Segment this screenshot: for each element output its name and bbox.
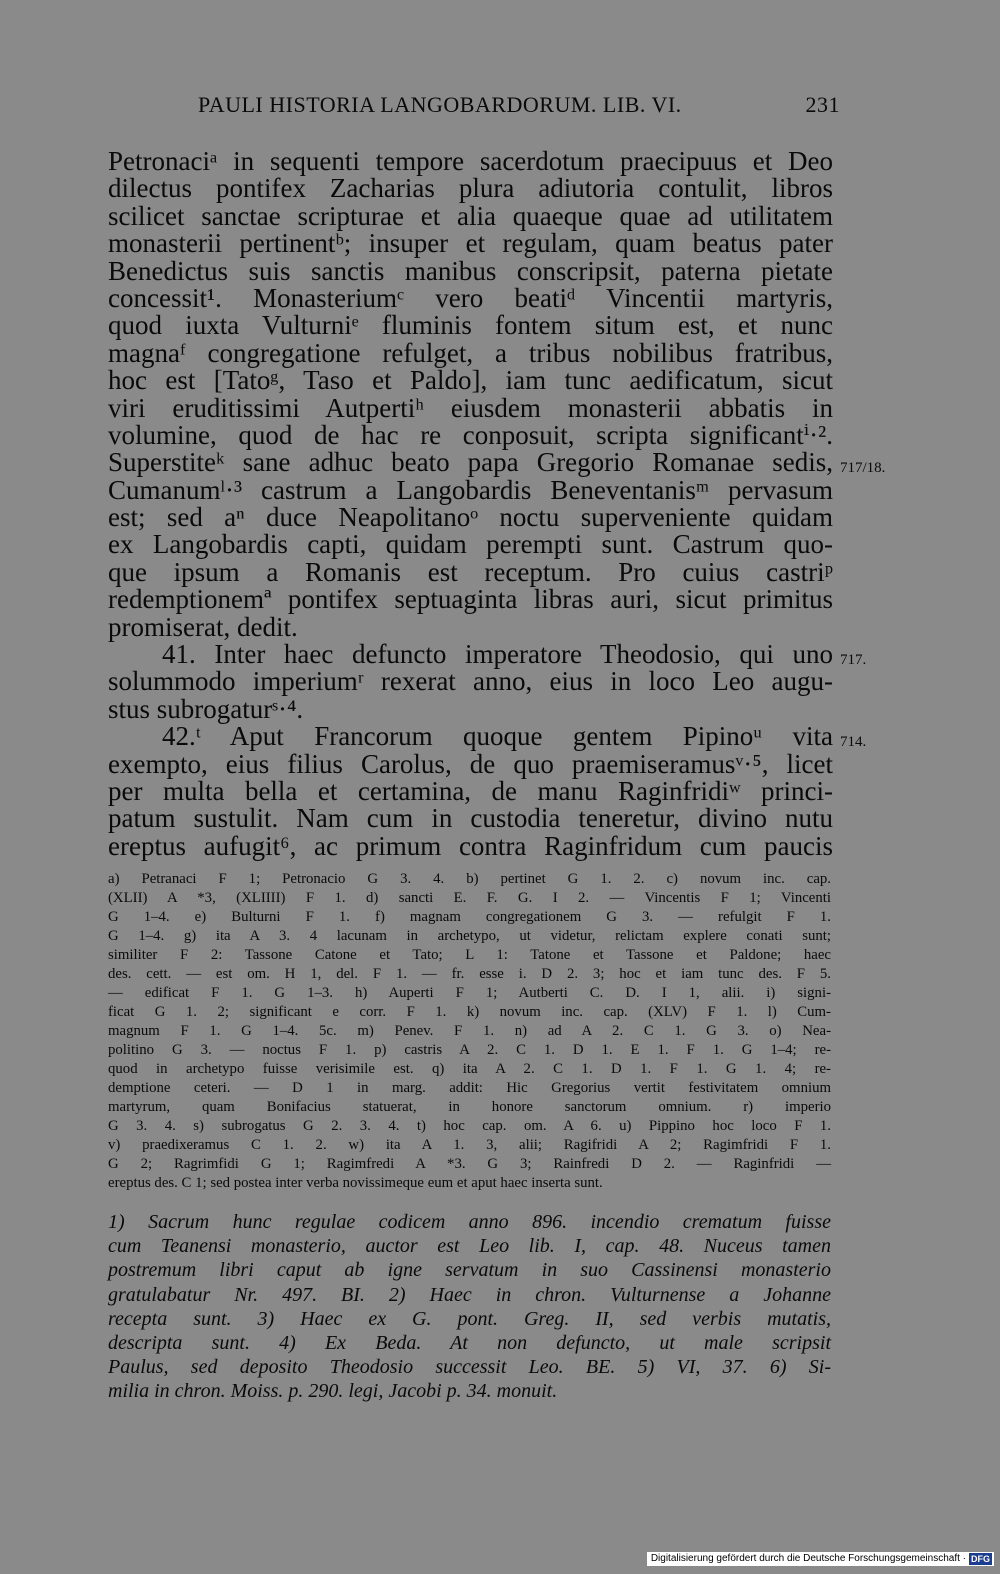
- text-line: promiserat, dedit.: [108, 611, 298, 642]
- footnote-line: milia in chron. Moiss. p. 290. legi, Jacobi p. 34. monuit.: [108, 1380, 558, 1403]
- margin-date: 714.: [840, 734, 867, 751]
- text-line: ex Langobardis capti, quidam perempti sunt. Castrum quo-: [108, 529, 833, 560]
- text-line: 42.ᵗ Aput Francorum quoque gentem Pipinoᵘ vita: [162, 721, 833, 752]
- margin-date: 717.: [840, 652, 867, 669]
- apparatus-line: — edificat F 1. G 1–3. h) Auperti F 1; Autberti C. D. I 1, alii. i) signi-: [108, 985, 831, 1001]
- text-line: patum sustulit. Nam cum in custodia teneretur, divino nutu: [108, 803, 833, 834]
- margin-date: 717/18.: [840, 460, 886, 477]
- text-line: Cumanumˡ·³ castrum a Langobardis Beneventanisᵐ pervasum: [108, 474, 833, 505]
- text-line: volumine, quod de hac re conposuit, scripta significantⁱ·².: [108, 419, 833, 450]
- footnote-line: Paulus, sed deposito Theodosio successit Leo. BE. 5) VI, 37. 6) Si-: [108, 1356, 831, 1379]
- footnote-line: gratulabatur Nr. 497. BI. 2) Haec in chron. Vulturnense a Johanne: [108, 1283, 831, 1306]
- text-line: magnaᶠ congregatione refulget, a tribus nobilibus fratribus,: [108, 337, 833, 368]
- text-line: ereptus aufugit⁶, ac primum contra Raginfridum cum paucis: [108, 830, 833, 861]
- main-text: [108, 146, 886, 861]
- apparatus-line: similiter F 2: Tassone Catone et Tato; L 1: Tatone et Tassone et Paldone; haec: [108, 947, 831, 963]
- text-line: solummodo imperiumʳ rexerat anno, eius in loco Leo augu-: [108, 666, 833, 697]
- text-line: exempto, eius filius Carolus, de quo praemiseramusᵛ·⁵, licet: [108, 748, 833, 779]
- apparatus-line: des. cett. — est om. H 1, del. F 1. — fr. esse i. D 2. 3; hoc et iam tunc des. F 5.: [108, 966, 831, 982]
- apparatus-line: ficat G 1. 2; significant e corr. F 1. k) novum inc. cap. (XLV) F 1. l) Cum-: [108, 1004, 831, 1020]
- footnote-line: recepta sunt. 3) Haec ex G. pont. Greg. II, sed verbis mutatis,: [108, 1307, 831, 1330]
- text-line: Superstiteᵏ sane adhuc beato papa Gregorio Romanae sedis,: [108, 447, 833, 478]
- text-line: Benedictus suis sanctis manibus conscripsit, paterna pietate: [108, 255, 833, 286]
- text-line: quod iuxta Vulturniᵉ fluminis fontem situm est, et nunc: [108, 310, 833, 341]
- apparatus-line: demptione ceteri. — D 1 in marg. addit: Hic Gregorius vertit festivitatem omnium: [108, 1080, 831, 1096]
- footnote-line: descripta sunt. 4) Ex Beda. At non defuncto, ut male scripsit: [108, 1331, 831, 1354]
- text-line: per multa bella et certamina, de manu Raginfridiʷ princi-: [108, 775, 833, 806]
- apparatus-line: a) Petranaci F 1; Petronacio G 3. 4. b) pertinet G 1. 2. c) novum inc. cap.: [108, 871, 831, 887]
- text-line: concessit¹. Monasteriumᶜ vero beatiᵈ Vincentii martyris,: [108, 282, 833, 313]
- text-line: dilectus pontifex Zacharias plura adiutoria contulit, libros: [108, 173, 833, 204]
- text-line-with-margin: [108, 447, 886, 478]
- text-line: scilicet sanctae scripturae et alia quaeque quae ad utilitatem: [108, 200, 833, 231]
- text-line-with-margin: [108, 721, 867, 752]
- footnote-line: postremum libri caput ab igne servatum in suo Cassinensi monasterio: [108, 1259, 831, 1282]
- apparatus-line: G 2; Ragrimfidi G 1; Ragimfredi A *3. G 3; Rainfredi D 2. — Raginfridi —: [108, 1156, 831, 1172]
- apparatus-line: G 1–4. e) Bulturni F 1. f) magnam congregationem G 3. — refulgit F 1.: [108, 909, 831, 925]
- text-line: stus subrogaturˢ·⁴.: [108, 693, 304, 724]
- apparatus-line: G 1–4. g) ita A 3. 4 lacunam in archetypo, ut videtur, relictam explere conati sunt;: [108, 928, 831, 944]
- running-title: PAULI HISTORIA LANGOBARDORUM. LIB. VI.: [198, 92, 682, 117]
- dfg-logo: DFG: [971, 1554, 990, 1564]
- text-line: monasterii pertinentᵇ; insuper et regulam, quam beatus pater: [108, 228, 833, 259]
- apparatus-line: ereptus des. C 1; sed postea inter verba novissimeque eum et aput haec inserta sunt.: [108, 1175, 603, 1191]
- text-line: hoc est [Tatoᵍ, Taso et Paldo], iam tunc aedificatum, sicut: [108, 365, 833, 396]
- apparatus-line: martyrum, quam Bonifacius statuerat, in honore sanctorum omnium. r) imperio: [108, 1099, 831, 1115]
- apparatus-line: quod in archetypo fuisse verisimile est. q) ita A 2. C 1. D 1. F 1. G 1. 4; re-: [108, 1061, 831, 1077]
- funding-text: Digitalisierung gefördert durch die Deutsche Forschungsgemeinschaft ·: [650, 1553, 966, 1564]
- apparatus-line: magnum F 1. G 1–4. 5c. m) Penev. F 1. n) ad A 2. C 1. G 3. o) Nea-: [108, 1023, 831, 1039]
- text-line-with-margin: [108, 639, 867, 670]
- text-line: que ipsum a Romanis est receptum. Pro cuius castriᵖ: [108, 556, 833, 587]
- apparatus-line: v) praedixeramus C 1. 2. w) ita A 1. 3, alii; Ragifridi A 2; Ragimfridi F 1.: [108, 1137, 831, 1153]
- apparatus-line: (XLII) A *3, (XLIIII) F 1. d) sancti E. F. G. I 2. — Vincentis F 1; Vincenti: [108, 890, 831, 906]
- apparatus-line: G 3. 4. s) subrogatus G 2. 3. 4. t) hoc cap. om. A 6. u) Pippino hoc loco F 1.: [108, 1118, 831, 1134]
- text-line: redemptionemª pontifex septuaginta libras auri, sicut primitus: [108, 584, 833, 615]
- text-line: 41. Inter haec defuncto imperatore Theodosio, qui uno: [162, 639, 833, 670]
- funding-banner: [647, 1552, 994, 1566]
- critical-apparatus: [108, 870, 831, 1193]
- text-line: viri eruditissimi Autpertiʰ eiusdem monasterii abbatis in: [108, 392, 833, 423]
- page-number: 231: [805, 92, 840, 117]
- text-line: est; sed aⁿ duce Neapolitanoᵒ noctu superveniente quidam: [108, 502, 833, 533]
- footnotes: [108, 1210, 831, 1404]
- text-line: Petronaciᵃ in sequenti tempore sacerdotum praecipuus et Deo: [108, 146, 833, 176]
- footnote-line: 1) Sacrum hunc regulae codicem anno 896. incendio crematum fuisse: [108, 1211, 831, 1233]
- footnote-line: cum Teanensi monasterio, auctor est Leo lib. I, cap. 48. Nuceus tamen: [108, 1235, 831, 1258]
- apparatus-line: politino G 3. — noctus F 1. p) castris A 2. C 1. D 1. E 1. F 1. G 1–4; re-: [108, 1042, 831, 1058]
